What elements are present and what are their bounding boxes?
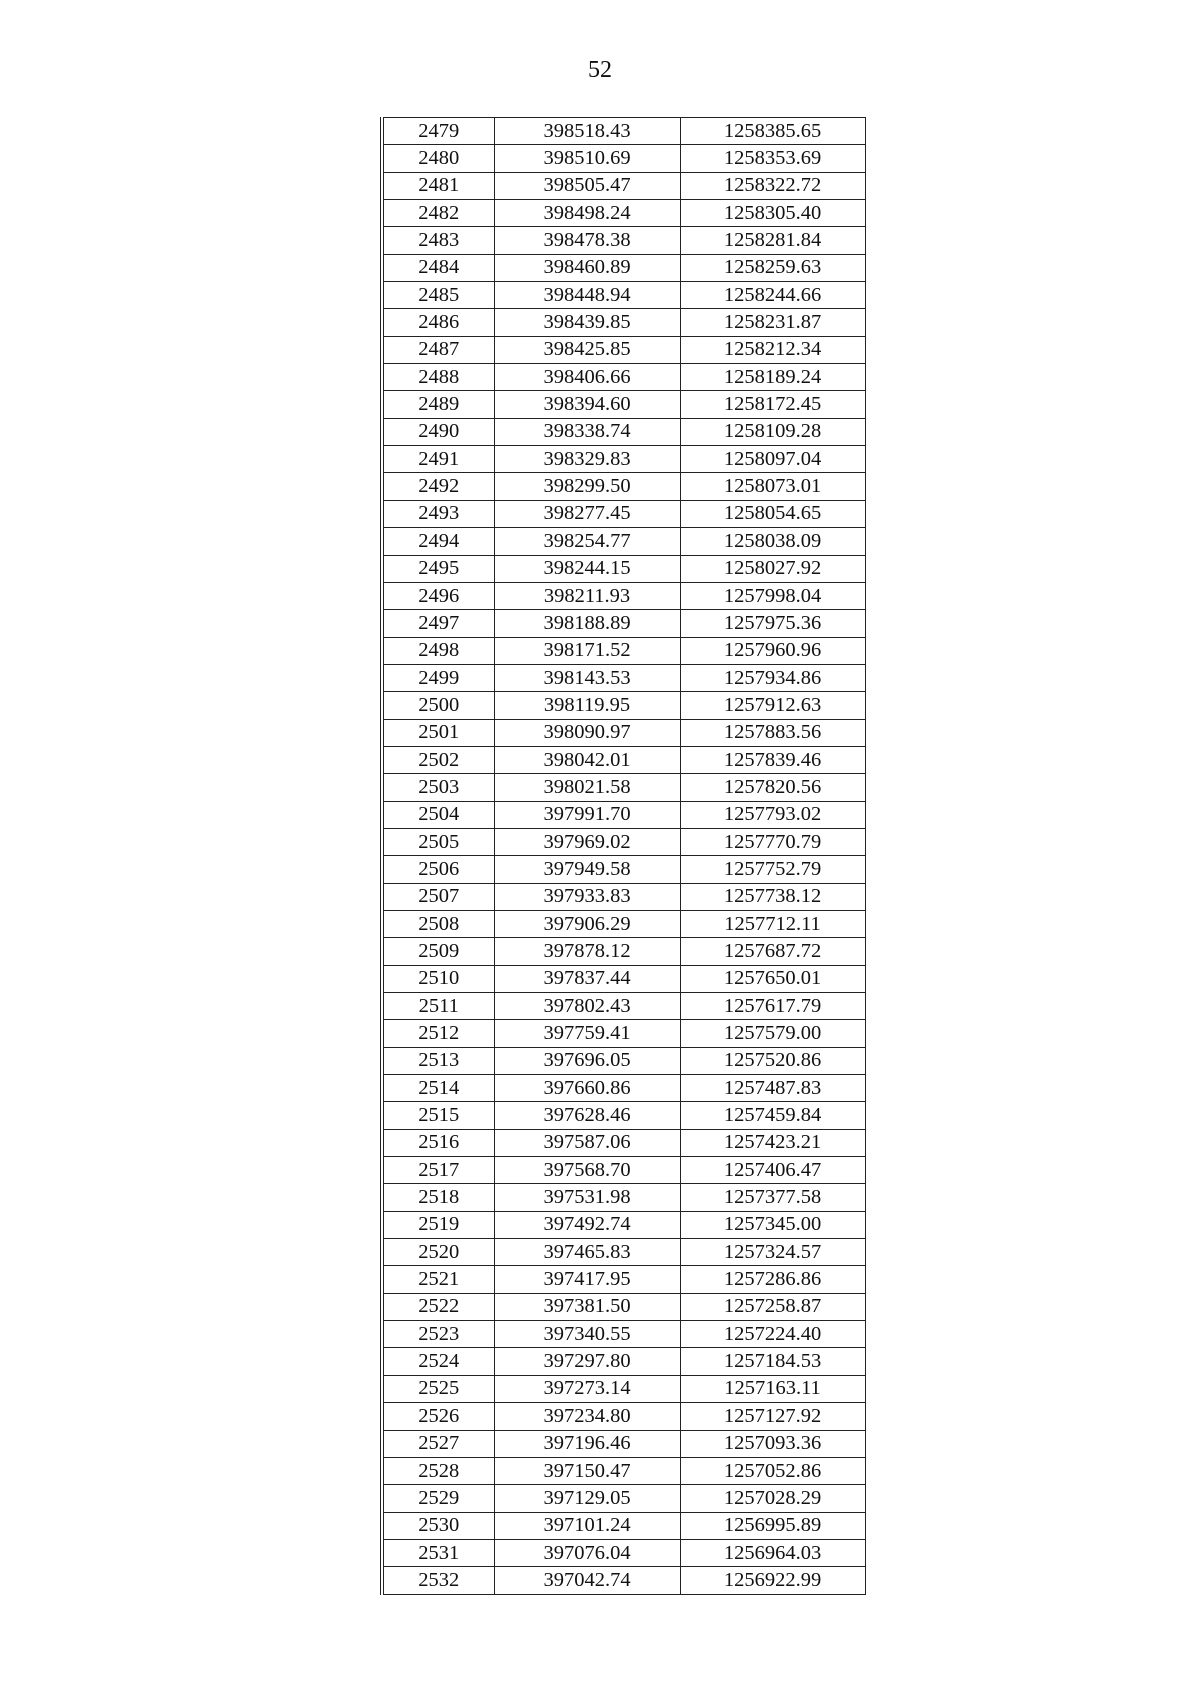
table-row bbox=[382, 1184, 865, 1211]
table-row bbox=[382, 1512, 865, 1539]
table-row bbox=[382, 418, 865, 445]
x-coordinate-cell: 398498.24 bbox=[494, 200, 680, 227]
x-coordinate-cell: 397129.05 bbox=[494, 1485, 680, 1512]
table-row bbox=[382, 910, 865, 937]
x-coordinate-cell: 397660.86 bbox=[494, 1075, 680, 1102]
y-coordinate-cell: 1258189.24 bbox=[680, 364, 865, 391]
x-coordinate-cell: 398510.69 bbox=[494, 145, 680, 172]
x-coordinate-cell: 397906.29 bbox=[494, 910, 680, 937]
point-number-cell: 2505 bbox=[382, 828, 494, 855]
table-row bbox=[382, 1129, 865, 1156]
y-coordinate-cell: 1258305.40 bbox=[680, 200, 865, 227]
y-coordinate-cell: 1257258.87 bbox=[680, 1293, 865, 1320]
y-coordinate-cell: 1258385.65 bbox=[680, 118, 865, 145]
y-coordinate-cell: 1257459.84 bbox=[680, 1102, 865, 1129]
table-row bbox=[382, 719, 865, 746]
point-number-cell: 2486 bbox=[382, 309, 494, 336]
point-number-cell: 2515 bbox=[382, 1102, 494, 1129]
x-coordinate-cell: 397273.14 bbox=[494, 1375, 680, 1402]
table-row bbox=[382, 828, 865, 855]
point-number-cell: 2520 bbox=[382, 1239, 494, 1266]
point-number-cell: 2532 bbox=[382, 1567, 494, 1594]
y-coordinate-cell: 1258073.01 bbox=[680, 473, 865, 500]
table-row bbox=[382, 1321, 865, 1348]
table-row bbox=[382, 664, 865, 691]
point-number-cell: 2481 bbox=[382, 172, 494, 199]
y-coordinate-cell: 1257184.53 bbox=[680, 1348, 865, 1375]
y-coordinate-cell: 1257286.86 bbox=[680, 1266, 865, 1293]
table-row bbox=[382, 145, 865, 172]
point-number-cell: 2503 bbox=[382, 774, 494, 801]
y-coordinate-cell: 1257883.56 bbox=[680, 719, 865, 746]
x-coordinate-cell: 397969.02 bbox=[494, 828, 680, 855]
table-row bbox=[382, 1293, 865, 1320]
point-number-cell: 2484 bbox=[382, 254, 494, 281]
x-coordinate-cell: 398394.60 bbox=[494, 391, 680, 418]
point-number-cell: 2500 bbox=[382, 692, 494, 719]
y-coordinate-cell: 1257423.21 bbox=[680, 1129, 865, 1156]
y-coordinate-cell: 1257712.11 bbox=[680, 910, 865, 937]
point-number-cell: 2525 bbox=[382, 1375, 494, 1402]
y-coordinate-cell: 1257377.58 bbox=[680, 1184, 865, 1211]
point-number-cell: 2516 bbox=[382, 1129, 494, 1156]
x-coordinate-cell: 398143.53 bbox=[494, 664, 680, 691]
table-row bbox=[382, 528, 865, 555]
y-coordinate-cell: 1258244.66 bbox=[680, 282, 865, 309]
table-row bbox=[382, 774, 865, 801]
point-number-cell: 2482 bbox=[382, 200, 494, 227]
point-number-cell: 2509 bbox=[382, 938, 494, 965]
x-coordinate-cell: 398338.74 bbox=[494, 418, 680, 445]
x-coordinate-cell: 397340.55 bbox=[494, 1321, 680, 1348]
y-coordinate-cell: 1257093.36 bbox=[680, 1430, 865, 1457]
point-number-cell: 2494 bbox=[382, 528, 494, 555]
x-coordinate-cell: 397878.12 bbox=[494, 938, 680, 965]
point-number-cell: 2496 bbox=[382, 582, 494, 609]
x-coordinate-cell: 397587.06 bbox=[494, 1129, 680, 1156]
y-coordinate-cell: 1257224.40 bbox=[680, 1321, 865, 1348]
y-coordinate-cell: 1257820.56 bbox=[680, 774, 865, 801]
point-number-cell: 2531 bbox=[382, 1539, 494, 1566]
table-row bbox=[382, 555, 865, 582]
y-coordinate-cell: 1258109.28 bbox=[680, 418, 865, 445]
table-row bbox=[382, 1211, 865, 1238]
table-row bbox=[382, 172, 865, 199]
y-coordinate-cell: 1257839.46 bbox=[680, 746, 865, 773]
y-coordinate-cell: 1257998.04 bbox=[680, 582, 865, 609]
y-coordinate-cell: 1258038.09 bbox=[680, 528, 865, 555]
y-coordinate-cell: 1256995.89 bbox=[680, 1512, 865, 1539]
x-coordinate-cell: 397150.47 bbox=[494, 1457, 680, 1484]
x-coordinate-cell: 398211.93 bbox=[494, 582, 680, 609]
table-row bbox=[382, 801, 865, 828]
coordinates-table-body bbox=[382, 118, 865, 1595]
table-row bbox=[382, 1266, 865, 1293]
point-number-cell: 2499 bbox=[382, 664, 494, 691]
x-coordinate-cell: 398329.83 bbox=[494, 446, 680, 473]
table-row bbox=[382, 391, 865, 418]
y-coordinate-cell: 1257324.57 bbox=[680, 1239, 865, 1266]
point-number-cell: 2501 bbox=[382, 719, 494, 746]
point-number-cell: 2518 bbox=[382, 1184, 494, 1211]
table-row bbox=[382, 309, 865, 336]
x-coordinate-cell: 398425.85 bbox=[494, 336, 680, 363]
x-coordinate-cell: 397381.50 bbox=[494, 1293, 680, 1320]
x-coordinate-cell: 397234.80 bbox=[494, 1403, 680, 1430]
point-number-cell: 2527 bbox=[382, 1430, 494, 1457]
table-row bbox=[382, 1567, 865, 1594]
table-row bbox=[382, 336, 865, 363]
point-number-cell: 2490 bbox=[382, 418, 494, 445]
table-row bbox=[382, 118, 865, 145]
point-number-cell: 2521 bbox=[382, 1266, 494, 1293]
y-coordinate-cell: 1258172.45 bbox=[680, 391, 865, 418]
point-number-cell: 2512 bbox=[382, 1020, 494, 1047]
point-number-cell: 2498 bbox=[382, 637, 494, 664]
point-number-cell: 2488 bbox=[382, 364, 494, 391]
table-row bbox=[382, 637, 865, 664]
point-number-cell: 2526 bbox=[382, 1403, 494, 1430]
x-coordinate-cell: 398460.89 bbox=[494, 254, 680, 281]
y-coordinate-cell: 1257579.00 bbox=[680, 1020, 865, 1047]
point-number-cell: 2487 bbox=[382, 336, 494, 363]
table-row bbox=[382, 1457, 865, 1484]
table-row bbox=[382, 746, 865, 773]
table-row bbox=[382, 500, 865, 527]
x-coordinate-cell: 398277.45 bbox=[494, 500, 680, 527]
x-coordinate-cell: 398171.52 bbox=[494, 637, 680, 664]
y-coordinate-cell: 1258027.92 bbox=[680, 555, 865, 582]
point-number-cell: 2519 bbox=[382, 1211, 494, 1238]
table-row bbox=[382, 1047, 865, 1074]
x-coordinate-cell: 398244.15 bbox=[494, 555, 680, 582]
x-coordinate-cell: 398478.38 bbox=[494, 227, 680, 254]
table-row bbox=[382, 446, 865, 473]
point-number-cell: 2508 bbox=[382, 910, 494, 937]
y-coordinate-cell: 1257934.86 bbox=[680, 664, 865, 691]
x-coordinate-cell: 397297.80 bbox=[494, 1348, 680, 1375]
x-coordinate-cell: 397568.70 bbox=[494, 1157, 680, 1184]
point-number-cell: 2522 bbox=[382, 1293, 494, 1320]
point-number-cell: 2506 bbox=[382, 856, 494, 883]
y-coordinate-cell: 1257793.02 bbox=[680, 801, 865, 828]
table-row bbox=[382, 965, 865, 992]
y-coordinate-cell: 1257752.79 bbox=[680, 856, 865, 883]
point-number-cell: 2517 bbox=[382, 1157, 494, 1184]
table-row bbox=[382, 473, 865, 500]
x-coordinate-cell: 397076.04 bbox=[494, 1539, 680, 1566]
x-coordinate-cell: 397465.83 bbox=[494, 1239, 680, 1266]
table-row bbox=[382, 610, 865, 637]
x-coordinate-cell: 397949.58 bbox=[494, 856, 680, 883]
y-coordinate-cell: 1257960.96 bbox=[680, 637, 865, 664]
point-number-cell: 2530 bbox=[382, 1512, 494, 1539]
x-coordinate-cell: 398254.77 bbox=[494, 528, 680, 555]
table-row bbox=[382, 1348, 865, 1375]
y-coordinate-cell: 1257028.29 bbox=[680, 1485, 865, 1512]
page-number: 52 bbox=[588, 57, 612, 83]
y-coordinate-cell: 1257617.79 bbox=[680, 993, 865, 1020]
y-coordinate-cell: 1258054.65 bbox=[680, 500, 865, 527]
table-row bbox=[382, 582, 865, 609]
table-row bbox=[382, 200, 865, 227]
table-row bbox=[382, 883, 865, 910]
table-row bbox=[382, 1157, 865, 1184]
x-coordinate-cell: 398119.95 bbox=[494, 692, 680, 719]
y-coordinate-cell: 1258353.69 bbox=[680, 145, 865, 172]
x-coordinate-cell: 397802.43 bbox=[494, 993, 680, 1020]
point-number-cell: 2480 bbox=[382, 145, 494, 172]
point-number-cell: 2483 bbox=[382, 227, 494, 254]
x-coordinate-cell: 398042.01 bbox=[494, 746, 680, 773]
table-row bbox=[382, 227, 865, 254]
y-coordinate-cell: 1256922.99 bbox=[680, 1567, 865, 1594]
point-number-cell: 2492 bbox=[382, 473, 494, 500]
y-coordinate-cell: 1257650.01 bbox=[680, 965, 865, 992]
point-number-cell: 2495 bbox=[382, 555, 494, 582]
point-number-cell: 2502 bbox=[382, 746, 494, 773]
table-row bbox=[382, 1375, 865, 1402]
point-number-cell: 2491 bbox=[382, 446, 494, 473]
point-number-cell: 2504 bbox=[382, 801, 494, 828]
coordinates-table bbox=[380, 117, 866, 1595]
table-row bbox=[382, 1485, 865, 1512]
table-row bbox=[382, 993, 865, 1020]
table-row bbox=[382, 692, 865, 719]
x-coordinate-cell: 398406.66 bbox=[494, 364, 680, 391]
point-number-cell: 2514 bbox=[382, 1075, 494, 1102]
point-number-cell: 2511 bbox=[382, 993, 494, 1020]
point-number-cell: 2513 bbox=[382, 1047, 494, 1074]
table-row bbox=[382, 938, 865, 965]
x-coordinate-cell: 398448.94 bbox=[494, 282, 680, 309]
y-coordinate-cell: 1257770.79 bbox=[680, 828, 865, 855]
table-row bbox=[382, 254, 865, 281]
x-coordinate-cell: 397837.44 bbox=[494, 965, 680, 992]
table-row bbox=[382, 1102, 865, 1129]
table-row bbox=[382, 1020, 865, 1047]
y-coordinate-cell: 1257345.00 bbox=[680, 1211, 865, 1238]
table-row bbox=[382, 364, 865, 391]
x-coordinate-cell: 398518.43 bbox=[494, 118, 680, 145]
x-coordinate-cell: 397492.74 bbox=[494, 1211, 680, 1238]
y-coordinate-cell: 1258231.87 bbox=[680, 309, 865, 336]
x-coordinate-cell: 398439.85 bbox=[494, 309, 680, 336]
y-coordinate-cell: 1257975.36 bbox=[680, 610, 865, 637]
point-number-cell: 2485 bbox=[382, 282, 494, 309]
x-coordinate-cell: 398090.97 bbox=[494, 719, 680, 746]
x-coordinate-cell: 398188.89 bbox=[494, 610, 680, 637]
table-row bbox=[382, 282, 865, 309]
point-number-cell: 2510 bbox=[382, 965, 494, 992]
x-coordinate-cell: 397196.46 bbox=[494, 1430, 680, 1457]
y-coordinate-cell: 1257052.86 bbox=[680, 1457, 865, 1484]
y-coordinate-cell: 1257127.92 bbox=[680, 1403, 865, 1430]
x-coordinate-cell: 397628.46 bbox=[494, 1102, 680, 1129]
point-number-cell: 2524 bbox=[382, 1348, 494, 1375]
y-coordinate-cell: 1257738.12 bbox=[680, 883, 865, 910]
y-coordinate-cell: 1258212.34 bbox=[680, 336, 865, 363]
x-coordinate-cell: 398505.47 bbox=[494, 172, 680, 199]
x-coordinate-cell: 398021.58 bbox=[494, 774, 680, 801]
y-coordinate-cell: 1257163.11 bbox=[680, 1375, 865, 1402]
table-row bbox=[382, 1403, 865, 1430]
y-coordinate-cell: 1257487.83 bbox=[680, 1075, 865, 1102]
y-coordinate-cell: 1256964.03 bbox=[680, 1539, 865, 1566]
table-row bbox=[382, 1239, 865, 1266]
y-coordinate-cell: 1258322.72 bbox=[680, 172, 865, 199]
x-coordinate-cell: 397991.70 bbox=[494, 801, 680, 828]
point-number-cell: 2529 bbox=[382, 1485, 494, 1512]
table-row bbox=[382, 856, 865, 883]
point-number-cell: 2507 bbox=[382, 883, 494, 910]
point-number-cell: 2528 bbox=[382, 1457, 494, 1484]
y-coordinate-cell: 1258281.84 bbox=[680, 227, 865, 254]
table-row bbox=[382, 1075, 865, 1102]
x-coordinate-cell: 398299.50 bbox=[494, 473, 680, 500]
x-coordinate-cell: 397531.98 bbox=[494, 1184, 680, 1211]
point-number-cell: 2497 bbox=[382, 610, 494, 637]
y-coordinate-cell: 1257406.47 bbox=[680, 1157, 865, 1184]
x-coordinate-cell: 397101.24 bbox=[494, 1512, 680, 1539]
point-number-cell: 2493 bbox=[382, 500, 494, 527]
table-row bbox=[382, 1430, 865, 1457]
point-number-cell: 2489 bbox=[382, 391, 494, 418]
y-coordinate-cell: 1258259.63 bbox=[680, 254, 865, 281]
point-number-cell: 2523 bbox=[382, 1321, 494, 1348]
table-row bbox=[382, 1539, 865, 1566]
y-coordinate-cell: 1257912.63 bbox=[680, 692, 865, 719]
x-coordinate-cell: 397696.05 bbox=[494, 1047, 680, 1074]
x-coordinate-cell: 397042.74 bbox=[494, 1567, 680, 1594]
point-number-cell: 2479 bbox=[382, 118, 494, 145]
y-coordinate-cell: 1258097.04 bbox=[680, 446, 865, 473]
x-coordinate-cell: 397417.95 bbox=[494, 1266, 680, 1293]
x-coordinate-cell: 397933.83 bbox=[494, 883, 680, 910]
y-coordinate-cell: 1257687.72 bbox=[680, 938, 865, 965]
x-coordinate-cell: 397759.41 bbox=[494, 1020, 680, 1047]
y-coordinate-cell: 1257520.86 bbox=[680, 1047, 865, 1074]
